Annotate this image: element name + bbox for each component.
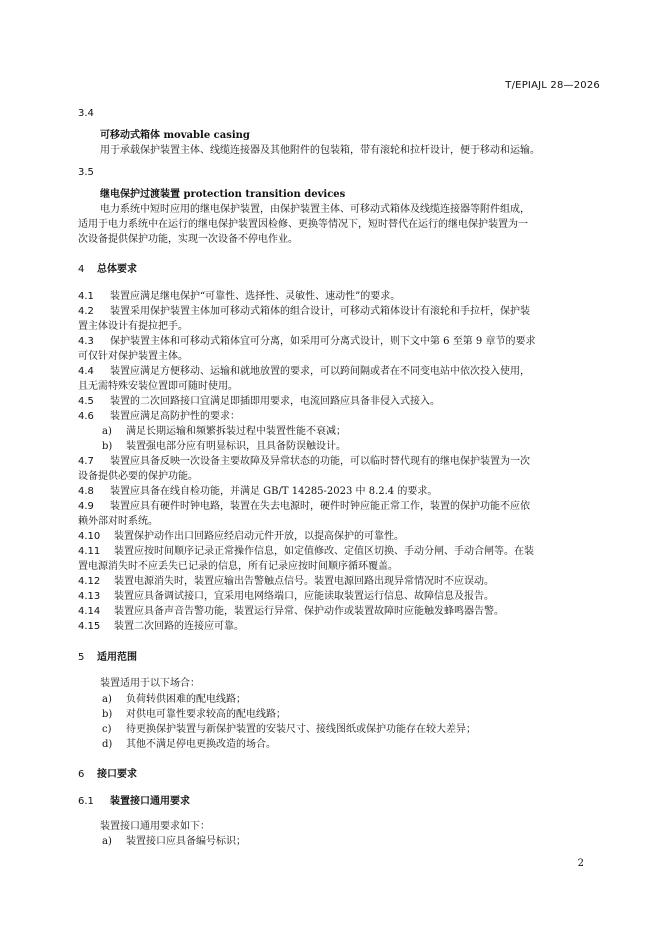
clause-4-13-number: 4.13 [78, 591, 101, 602]
clause-6-1-heading: 装置接口通用要求 [110, 796, 190, 807]
clause-4-14-text: 装置应具备声音告警功能，装置运行异常、保护动作或装置故障时应能触发蜂鸣器告警。 [114, 606, 504, 617]
clause-4-8-text: 装置应具备在线自检功能，并满足 GB/T 14285-2023 中 8.2.4 的要求。 [110, 486, 438, 497]
section-5-b-marker: b) [102, 709, 113, 720]
section-5-d-text: 其他不满足停电更换改造的场合。 [126, 739, 276, 750]
clause-3-5-def-line-2: 适用于电力系统中在运行的继电保护装置因检修、更换等情况下，短时替代在运行的继电保护装置为一 [78, 219, 528, 230]
page-number: 2 [577, 858, 584, 869]
clause-3-5-def-line-3: 次设备提供保护功能，实现一次设备不停电作业。 [78, 234, 298, 245]
clause-6-1-a-marker: a) [102, 836, 112, 847]
clause-4-1-text: 装置应满足继电保护“可靠性、选择性、灵敏性、速动性”的要求。 [110, 291, 401, 302]
clause-4-7-line-1: 装置应具备反映一次设备主要故障及异常状态的功能，可以临时替代现有的继电保护装置为一次 [110, 456, 530, 467]
clause-4-14-number: 4.14 [78, 606, 101, 617]
document-code: T/EPIAJL 28—2026 [505, 80, 600, 91]
section-5-number: 5 [78, 652, 85, 663]
clause-4-12-text: 装置电源消失时，装置应输出告警触点信号。装置电源回路出现异常情况时不应误动。 [114, 576, 494, 587]
clause-3-4-number: 3.4 [78, 108, 94, 119]
clause-4-7-line-2: 设备提供必要的保护功能。 [78, 471, 198, 482]
clause-3-5-number: 3.5 [78, 167, 94, 178]
clause-4-3-line-1: 保护装置主体和可移动式箱体宜可分离，如采用可分离式设计，则下文中第 6 至第 9 章节的要求 [110, 336, 536, 347]
clause-3-4-term: 可移动式箱体 movable casing [100, 130, 250, 141]
section-5-c-text: 待更换保护装置与新保护装置的安装尺寸、接线图纸或保护功能存在较大差异； [126, 724, 476, 735]
section-5-intro: 装置适用于以下场合： [100, 678, 200, 689]
clause-4-10-number: 4.10 [78, 531, 101, 542]
clause-4-4-number: 4.4 [78, 366, 94, 377]
clause-4-6-b-text: 装置强电部分应有明显标识，且具备防误触设计。 [126, 441, 346, 452]
clause-4-6-b-marker: b) [102, 441, 113, 452]
clause-4-12-number: 4.12 [78, 576, 101, 587]
clause-3-5-term: 继电保护过渡装置 protection transition devices [100, 189, 346, 200]
clause-4-6-text: 装置应满足高防护性的要求： [110, 411, 240, 422]
clause-4-6-a-text: 满足长期运输和频繁拆装过程中装置性能不衰减； [126, 426, 346, 437]
clause-6-1-intro: 装置接口通用要求如下： [100, 821, 210, 832]
clause-4-13-text: 装置应具备调试接口，宜采用电网络端口，应能读取装置运行信息、故障信息及报告。 [114, 591, 494, 602]
clause-4-5-text: 装置的二次回路接口宜满足即插即用要求，电流回路应具备非侵入式接入。 [110, 396, 440, 407]
clause-3-5-def-line-1: 电力系统中短时应用的继电保护装置，由保护装置主体、可移动式箱体及线缆连接器等附件组成， [100, 204, 530, 215]
clause-4-9-line-2: 赖外部对时系统。 [78, 516, 158, 527]
section-5-b-text: 对供电可靠性要求较高的配电线路； [126, 709, 286, 720]
clause-6-1-number: 6.1 [78, 796, 94, 807]
section-5-heading: 适用范围 [97, 652, 137, 663]
section-5-c-marker: c) [102, 724, 112, 735]
section-4-number: 4 [78, 264, 85, 275]
clause-4-7-number: 4.7 [78, 456, 94, 467]
clause-4-2-line-2: 置主体设计有提拉把手。 [78, 321, 188, 332]
clause-4-3-line-2: 可仅针对保护装置主体。 [78, 351, 188, 362]
clause-4-1-number: 4.1 [78, 291, 94, 302]
clause-4-6-number: 4.6 [78, 411, 94, 422]
clause-4-3-number: 4.3 [78, 336, 94, 347]
section-5-a-marker: a) [102, 694, 112, 705]
clause-4-6-a-marker: a) [102, 426, 112, 437]
clause-4-9-line-1: 装置应具有硬件时钟电路，装置在失去电源时，硬件时钟应能正常工作，装置的保护功能不应依 [110, 501, 530, 512]
clause-4-11-number: 4.11 [78, 546, 101, 557]
clause-4-15-number: 4.15 [78, 621, 101, 632]
clause-4-2-line-1: 装置采用保护装置主体加可移动式箱体的组合设计，可移动式箱体设计有滚轮和手拉杆，保护装 [110, 306, 530, 317]
clause-4-11-line-1: 装置应按时间顺序记录正常操作信息，如定值修改、定值区切换、手动分闸、手动合闸等。在装 [114, 546, 534, 557]
section-5-d-marker: d) [102, 739, 113, 750]
section-5-a-text: 负荷转供困难的配电线路； [126, 694, 246, 705]
clause-4-15-text: 装置二次回路的连接应可靠。 [114, 621, 244, 632]
clause-3-4-definition: 用于承载保护装置主体、线缆连接器及其他附件的包装箱，带有滚轮和拉杆设计，便于移动和运输。 [100, 145, 540, 156]
section-6-number: 6 [78, 769, 85, 780]
clause-4-4-line-1: 装置应满足方便移动、运输和就地放置的要求，可以跨间隔或者在不同变电站中依次投入使用， [110, 366, 530, 377]
clause-4-2-number: 4.2 [78, 306, 94, 317]
section-4-heading: 总体要求 [97, 264, 137, 275]
clause-4-8-number: 4.8 [78, 486, 94, 497]
clause-4-10-text: 装置保护动作出口回路应经启动元件开放，以提高保护的可靠性。 [114, 531, 404, 542]
clause-4-9-number: 4.9 [78, 501, 94, 512]
clause-4-5-number: 4.5 [78, 396, 94, 407]
clause-4-11-line-2: 置电源消失时不应丢失已记录的信息，所有记录应按时间顺序循环覆盖。 [78, 561, 398, 572]
clause-6-1-a-text: 装置接口应具备编号标识； [126, 836, 246, 847]
clause-4-4-line-2: 且无需特殊安装位置即可随时使用。 [78, 381, 238, 392]
section-6-heading: 接口要求 [97, 769, 137, 780]
